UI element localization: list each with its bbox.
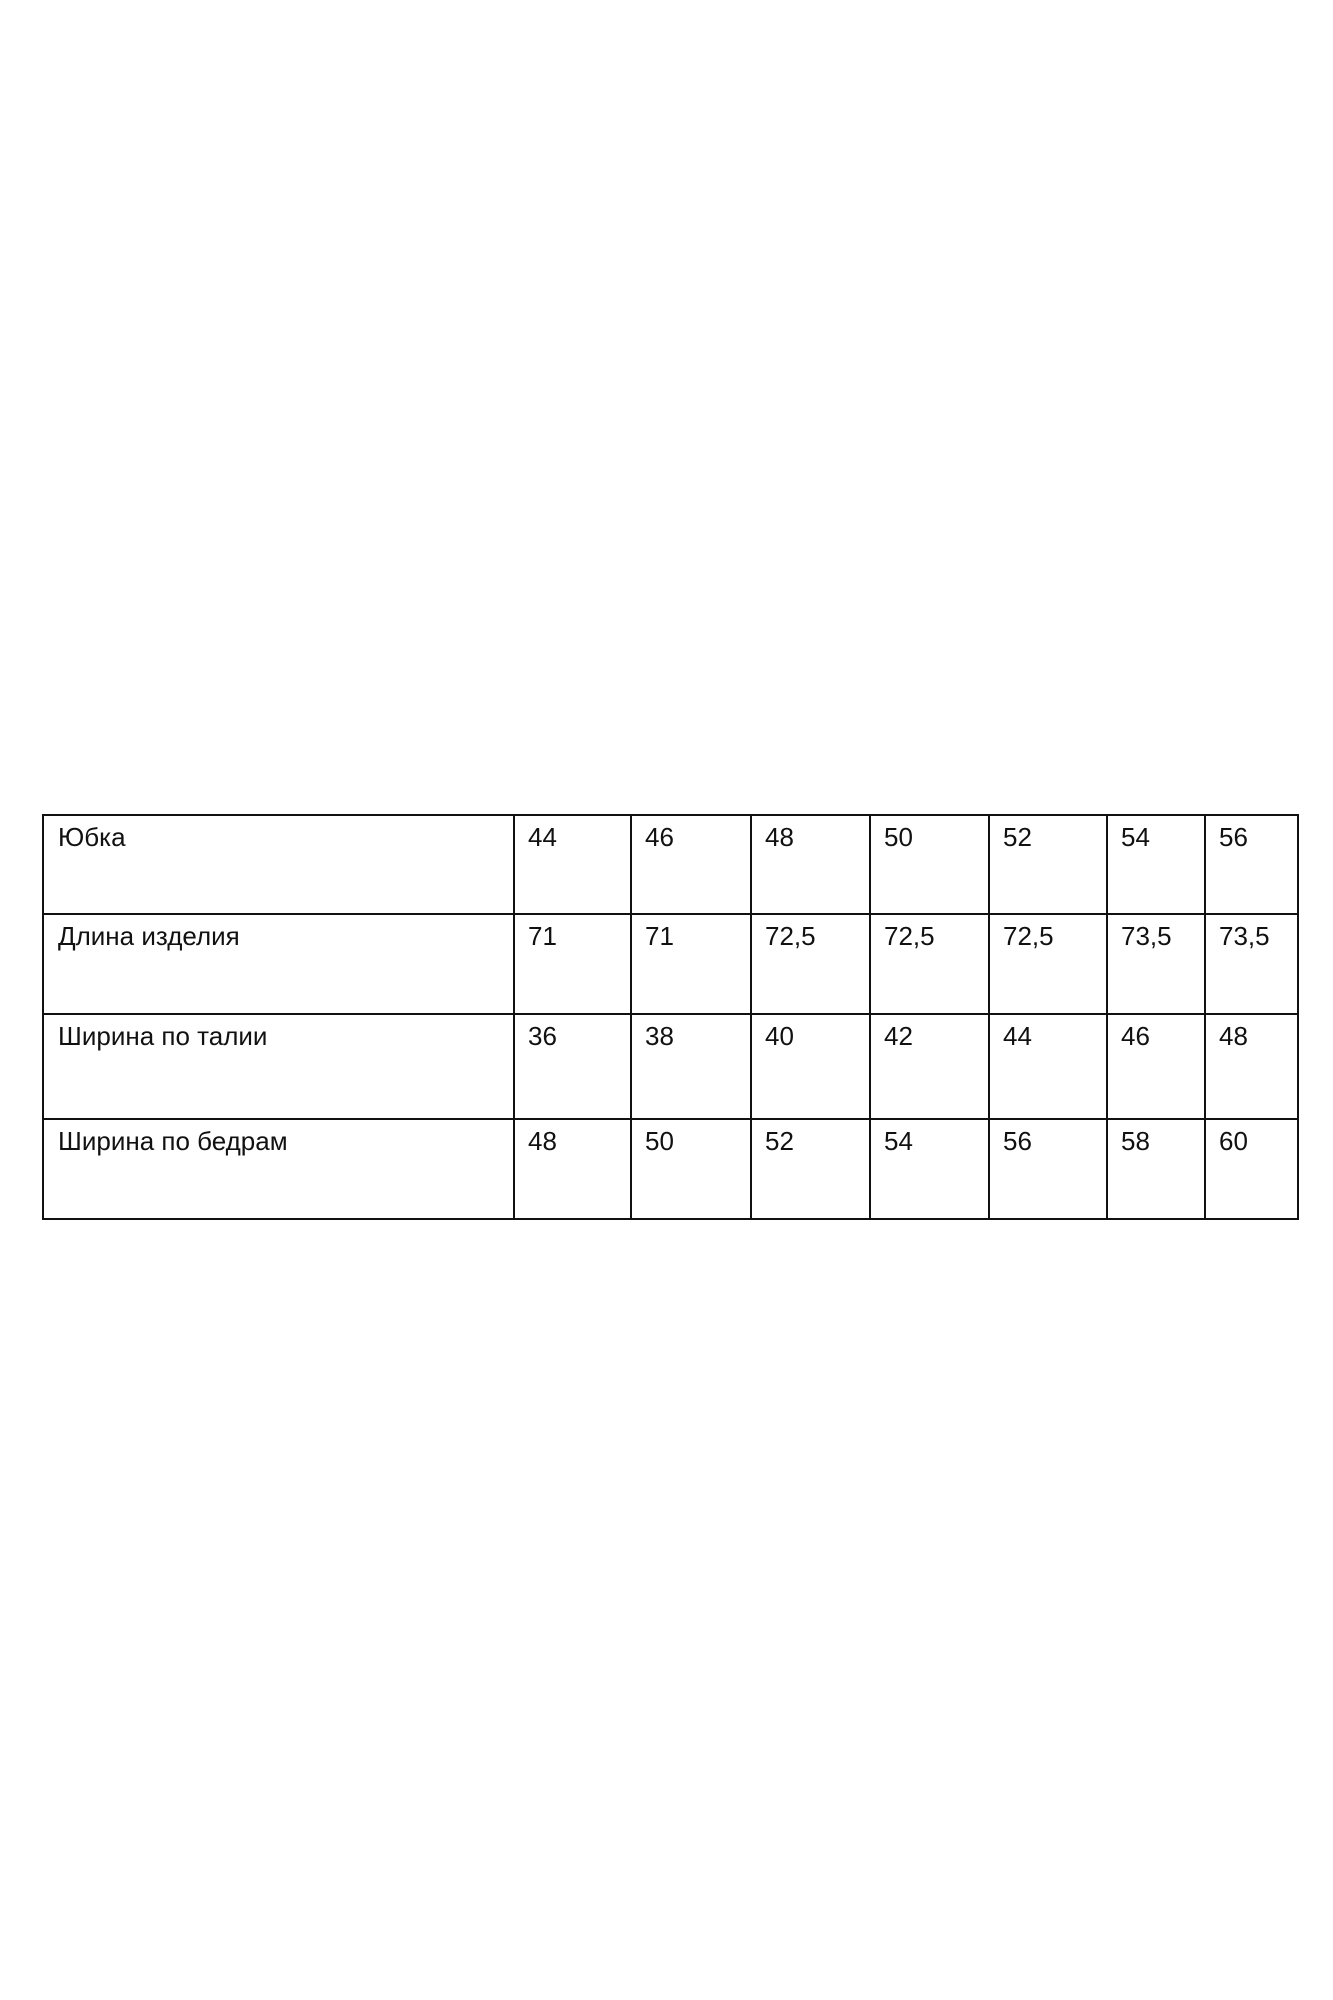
table-cell: 48 [751, 815, 870, 914]
table-cell: 72,5 [870, 914, 989, 1014]
table-cell: 73,5 [1205, 914, 1298, 1014]
row-label: Ширина по бедрам [43, 1119, 514, 1219]
table-cell: 56 [989, 1119, 1107, 1219]
size-table [42, 814, 1299, 1220]
table-cell: 38 [631, 1014, 751, 1119]
table-cell: 44 [989, 1014, 1107, 1119]
table-cell: 44 [514, 815, 631, 914]
table-cell: 60 [1205, 1119, 1298, 1219]
table-cell: 42 [870, 1014, 989, 1119]
table-cell: 46 [631, 815, 751, 914]
table-cell: 36 [514, 1014, 631, 1119]
table-cell: 54 [870, 1119, 989, 1219]
table-cell: 71 [514, 914, 631, 1014]
table-cell: 48 [514, 1119, 631, 1219]
table-cell: 52 [989, 815, 1107, 914]
table-cell: 40 [751, 1014, 870, 1119]
table-cell: 52 [751, 1119, 870, 1219]
row-label: Юбка [43, 815, 514, 914]
table-row [43, 1119, 1298, 1219]
table-cell: 50 [870, 815, 989, 914]
table-cell: 50 [631, 1119, 751, 1219]
table-cell: 72,5 [751, 914, 870, 1014]
row-label: Ширина по талии [43, 1014, 514, 1119]
table-cell: 71 [631, 914, 751, 1014]
row-label: Длина изделия [43, 914, 514, 1014]
table-cell: 72,5 [989, 914, 1107, 1014]
table-row [43, 1014, 1298, 1119]
table-cell: 73,5 [1107, 914, 1205, 1014]
table-cell: 54 [1107, 815, 1205, 914]
table-cell: 58 [1107, 1119, 1205, 1219]
table-cell: 46 [1107, 1014, 1205, 1119]
table-row [43, 815, 1298, 914]
table-row [43, 914, 1298, 1014]
table-cell: 48 [1205, 1014, 1298, 1119]
table-cell: 56 [1205, 815, 1298, 914]
